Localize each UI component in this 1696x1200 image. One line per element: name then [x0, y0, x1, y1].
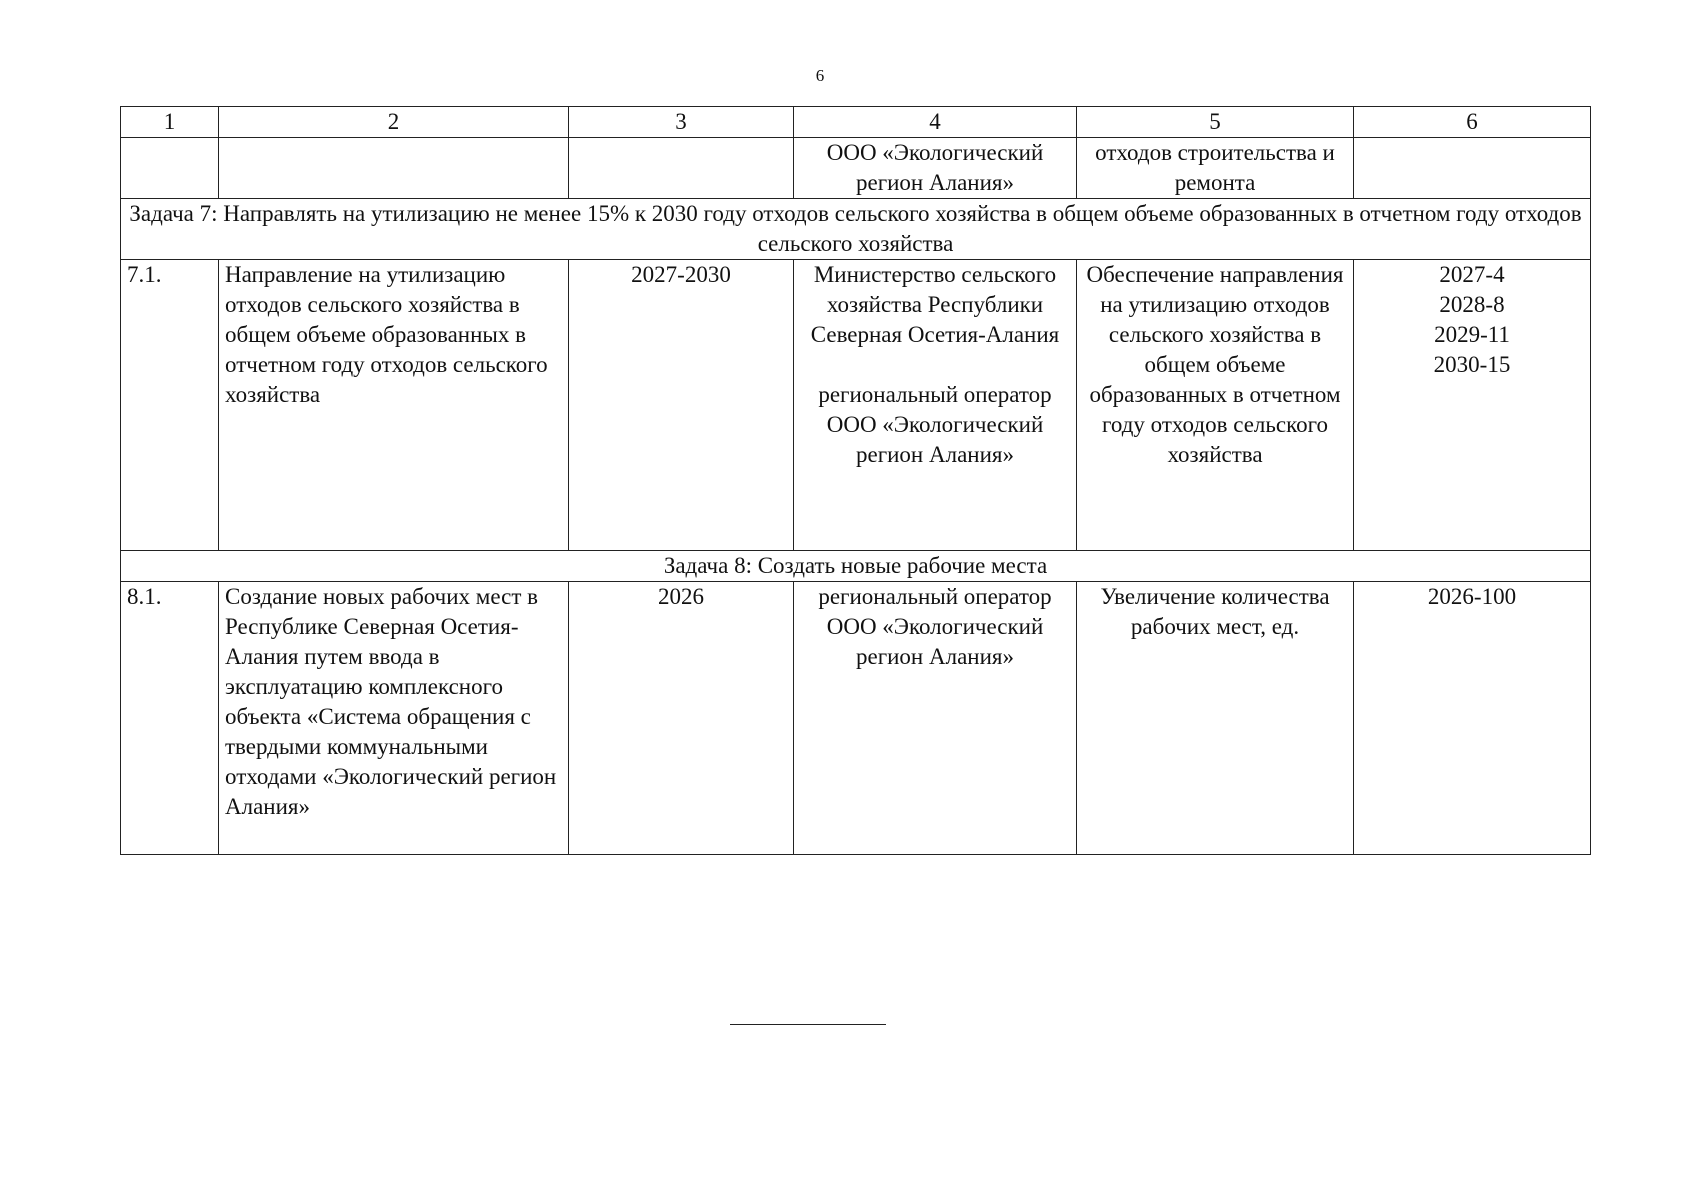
end-divider: [730, 1024, 886, 1025]
header-cell: 1: [121, 107, 219, 138]
cell-num: 7.1.: [121, 260, 219, 551]
responsible-ministry: Министерство сельского хозяйства Республики Северная Осетия-Алания: [810, 262, 1060, 347]
table-row: [121, 582, 1591, 855]
target-value: 2027-4: [1439, 262, 1505, 287]
cell-responsible: [794, 260, 1077, 551]
cell-action: Создание новых рабочих мест в Республике Северная Осетия-Алания путем ввода в эксплуатацию комплексного объекта «Система обращения с твердыми коммунальными отходами «Экологический регион Алания»: [219, 582, 569, 855]
target-value: 2028-8: [1439, 292, 1505, 317]
cell-num: [121, 138, 219, 199]
task-heading-row: [121, 551, 1591, 582]
table-row: [121, 138, 1591, 199]
cell-result: Обеспечение направления на утилизацию отходов сельского хозяйства в общем объеме образованных в отчетном году отходов сельского хозяйства: [1077, 260, 1354, 551]
header-cell: 6: [1354, 107, 1591, 138]
header-cell: 2: [219, 107, 569, 138]
page-number: 6: [815, 66, 825, 85]
header-cell: 5: [1077, 107, 1354, 138]
task-heading-row: [121, 199, 1591, 260]
plan-table: [120, 106, 1591, 855]
cell-num: 8.1.: [121, 582, 219, 855]
task-8-title: Задача 8: Создать новые рабочие места: [121, 551, 1591, 582]
cell-action: Направление на утилизацию отходов сельского хозяйства в общем объеме образованных в отчетном году отходов сельского хозяйства: [219, 260, 569, 551]
cell-responsible: [794, 582, 1077, 855]
task-7-title: Задача 7: Направлять на утилизацию не менее 15% к 2030 году отходов сельского хозяйства в общем объеме образованных в отчетном году отходов сельского хозяйства: [121, 199, 1591, 260]
cell-period: 2027-2030: [569, 260, 794, 551]
responsible-operator: региональный оператор: [818, 584, 1052, 609]
cell-target: [1354, 260, 1591, 551]
target-value: 2030-15: [1433, 352, 1511, 377]
cell-target: 2026-100: [1354, 582, 1591, 855]
cell-target: [1354, 138, 1591, 199]
cell-responsible: ООО «Экологический регион Алания»: [794, 138, 1077, 199]
header-row: [121, 107, 1591, 138]
target-value: 2029-11: [1434, 322, 1510, 347]
responsible-company: ООО «Экологический регион Алания»: [826, 614, 1044, 669]
cell-action: [219, 138, 569, 199]
header-cell: 4: [794, 107, 1077, 138]
header-cell: 3: [569, 107, 794, 138]
cell-result: отходов строительства и ремонта: [1077, 138, 1354, 199]
cell-result: Увеличение количества рабочих мест, ед.: [1077, 582, 1354, 855]
cell-period: 2026: [569, 582, 794, 855]
responsible-operator: региональный оператор: [818, 382, 1052, 407]
table-row: [121, 260, 1591, 551]
cell-period: [569, 138, 794, 199]
responsible-company: ООО «Экологический регион Алания»: [826, 412, 1044, 467]
